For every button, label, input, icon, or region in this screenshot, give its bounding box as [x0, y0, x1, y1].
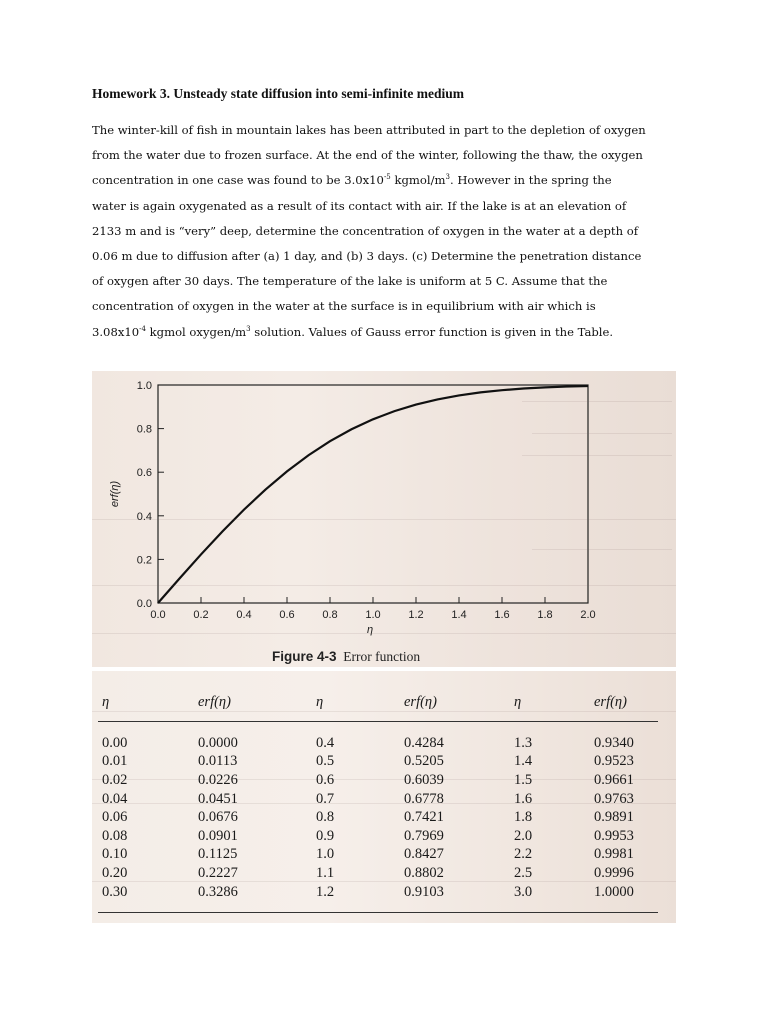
table-cell: 1.4: [514, 753, 533, 770]
line-text: concentration in one case was found to be 3.0x10: [92, 173, 384, 188]
line-text: 0.06 m due to diffusion after (a) 1 day, and (b) 3 days. (c) Determine the penetration distance: [92, 249, 642, 264]
line-text: 2133 m and is “very” deep, determine the concentration of oxygen in the water at a depth of: [92, 223, 638, 238]
table-cell: 2.0: [514, 827, 533, 844]
superscript: 3: [445, 173, 450, 182]
table-cell: 0.4284: [404, 734, 444, 751]
table-cell: 0.0113: [198, 753, 238, 770]
table-row: [98, 846, 658, 865]
table-cell: 0.9763: [594, 790, 634, 807]
line-text: water is again oxygenated as a result of its contact with air. If the lake is at an elevation of: [92, 198, 627, 213]
table-cell: 0.0451: [198, 790, 238, 807]
figure-number: Figure 4-3: [272, 649, 337, 664]
table-cell: 0.9981: [594, 846, 634, 863]
table-row: [98, 753, 658, 772]
table-cell: 0.1125: [198, 846, 238, 863]
plot-frame: [158, 385, 588, 603]
table-cell: 0.20: [102, 864, 128, 881]
line-text: kgmol/m: [390, 173, 446, 188]
figure-caption-text: Error function: [343, 649, 421, 664]
line-text: . However in the spring the: [449, 173, 612, 188]
table-row: [98, 790, 658, 809]
table-cell: 0.7: [316, 790, 335, 807]
y-axis-label: erf(η): [109, 480, 121, 508]
table-row: [98, 883, 658, 902]
line-text: kgmol oxygen/m: [145, 324, 247, 339]
x-tick-label: 1.6: [494, 609, 510, 621]
table-cell: 0.30: [102, 883, 128, 900]
table-cell: 0.9523: [594, 753, 634, 770]
table-header-row: [98, 690, 658, 722]
table-row: [98, 864, 658, 883]
line-text: concentration of oxygen in the water at the surface is in equilibrium with air which is: [92, 299, 596, 314]
table-bottom-rule: [98, 912, 658, 913]
problem-line: [92, 194, 692, 219]
table-cell: 0.6: [316, 771, 335, 788]
table-cell: 1.2: [316, 883, 335, 900]
homework-title: Homework 3. Unsteady state diffusion into semi-infinite medium: [92, 86, 464, 101]
table-cell: 0.8: [316, 809, 335, 826]
y-tick-label: 1.0: [136, 380, 152, 392]
problem-line: [92, 168, 692, 193]
table-cell: 0.10: [102, 846, 128, 863]
table-cell: 0.00: [102, 734, 128, 751]
table-cell: 0.9661: [594, 771, 634, 788]
col-erf-1: erf(η): [198, 690, 316, 722]
table-cell: 0.4: [316, 734, 335, 751]
erf-curve: [158, 386, 588, 603]
y-tick-label: 0.0: [136, 598, 152, 610]
table-cell: 1.3: [514, 734, 533, 751]
y-tick-label: 0.8: [136, 423, 152, 436]
table-row: [98, 722, 658, 753]
x-tick-label: 1.0: [365, 609, 381, 621]
table-cell: 1.1: [316, 864, 335, 881]
line-text: of oxygen after 30 days. The temperature of the lake is uniform at 5 C. Assume that the: [92, 274, 608, 289]
problem-line: [92, 118, 692, 143]
table-cell: 0.7421: [404, 809, 444, 826]
table-cell: 0.0676: [198, 809, 238, 826]
table-cell: 0.5: [316, 753, 335, 770]
x-tick-label: 0.6: [279, 609, 295, 621]
table-cell: 0.08: [102, 827, 128, 844]
table-cell: 0.0000: [198, 734, 238, 751]
x-tick-label: 2.0: [580, 609, 596, 621]
table-row: [98, 771, 658, 790]
col-erf-2: erf(η): [404, 690, 514, 722]
problem-line: [92, 219, 692, 244]
table-cell: 0.7969: [404, 827, 444, 844]
table-cell: 1.6: [514, 790, 533, 807]
problem-line: [92, 143, 692, 168]
line-text: from the water due to frozen surface. At the end of the winter, following the thaw, the oxygen: [92, 148, 643, 163]
table-cell: 0.9: [316, 827, 335, 844]
table-cell: 0.5205: [404, 753, 444, 770]
table-cell: 0.04: [102, 790, 128, 807]
table-cell: 2.5: [514, 864, 533, 881]
x-tick-label: 1.8: [537, 609, 553, 621]
line-text: solution. Values of Gauss error function is given in the Table.: [250, 324, 614, 339]
table-cell: 1.0: [316, 846, 335, 863]
superscript: -4: [139, 324, 146, 333]
table-cell: 0.6039: [404, 771, 444, 788]
x-tick-label: 1.4: [451, 609, 467, 621]
table-cell: 2.2: [514, 846, 533, 863]
line-text: The winter-kill of fish in mountain lakes has been attributed in part to the depletion of oxygen: [92, 123, 646, 137]
x-tick-label: 1.2: [408, 609, 424, 621]
table-row: [98, 827, 658, 846]
y-tick-label: 0.2: [136, 554, 152, 567]
problem-line: [92, 269, 692, 294]
table-cell: 0.8427: [404, 846, 444, 863]
x-tick-label: 0.8: [322, 609, 338, 621]
x-tick-label: 0.0: [150, 609, 166, 621]
col-erf-3: erf(η): [594, 690, 658, 722]
table-cell: 1.5: [514, 771, 533, 788]
x-axis: [150, 597, 595, 621]
figure-scan: [92, 371, 676, 667]
table-cell: 3.0: [514, 883, 533, 900]
table-cell: 0.0226: [198, 771, 238, 788]
problem-line: [92, 244, 692, 269]
table-cell: 0.9996: [594, 864, 634, 881]
table-cell: 0.2227: [198, 864, 238, 881]
table-cell: 0.01: [102, 753, 128, 770]
table-cell: 0.3286: [198, 883, 238, 900]
problem-line: [92, 320, 692, 345]
problem-statement: [92, 118, 692, 345]
table-cell: 0.9103: [404, 883, 444, 900]
table-cell: 1.0000: [594, 883, 634, 900]
table-cell: 0.06: [102, 809, 128, 826]
line-text: 3.08x10: [92, 324, 140, 339]
erf-table: [98, 690, 658, 901]
y-tick-label: 0.6: [136, 467, 152, 480]
superscript: 3: [246, 324, 251, 333]
table-cell: 0.8802: [404, 864, 444, 881]
table-cell: 1.8: [514, 809, 533, 826]
problem-line: [92, 294, 692, 319]
table-cell: 0.9340: [594, 734, 634, 751]
superscript: -5: [383, 173, 391, 182]
table-cell: 0.9891: [594, 809, 634, 826]
table-cell: 0.6778: [404, 790, 444, 807]
table-cell: 0.0901: [198, 827, 238, 844]
figure-caption: [272, 649, 420, 665]
table-row: [98, 808, 658, 827]
x-tick-label: 0.4: [236, 609, 252, 621]
col-eta-2: η: [316, 690, 404, 722]
x-axis-label: η: [366, 624, 374, 636]
table-cell: 0.9953: [594, 827, 634, 844]
x-tick-label: 0.2: [193, 609, 209, 621]
col-eta-1: η: [98, 690, 198, 722]
y-axis: [137, 380, 164, 610]
y-tick-label: 0.4: [136, 510, 152, 523]
table-cell: 0.02: [102, 771, 128, 788]
col-eta-3: η: [514, 690, 594, 722]
